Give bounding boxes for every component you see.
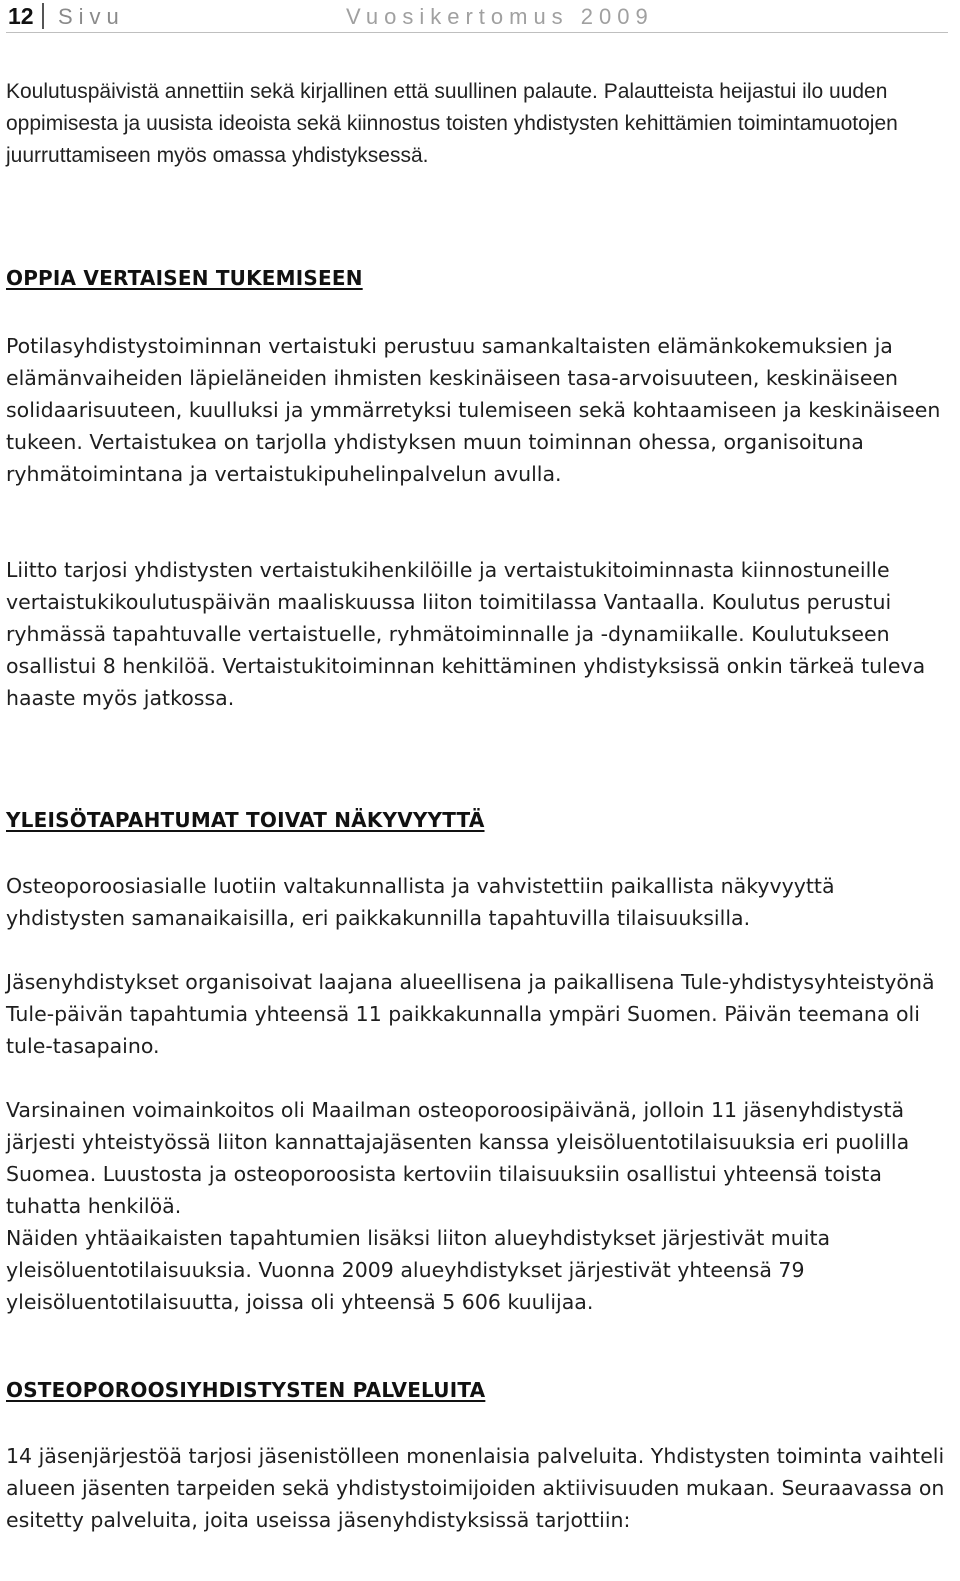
header-divider: [42, 3, 44, 29]
paragraph-yleisotapahtumat-2: Jäsenyhdistykset organisoivat laajana alueellisena ja paikallisena Tule-yhdistysyhteistyönä Tule-päivän tapahtumia yhteensä 11 paikkakunnalla ympäri Suomen. Päivän teemana oli tule-tasapaino.: [6, 970, 935, 1058]
section-heading-palvelut: OSTEOPOROOSIYHDISTYSTEN PALVELUITA: [6, 1378, 486, 1402]
paragraph-yleisotapahtumat-4: Näiden yhtäaikaisten tapahtumien lisäksi liiton alueyhdistykset järjestivät muita yleisöluentotilaisuuksia. Vuonna 2009 alueyhdistykset järjestivät yhteensä 79 yleisöluentotilaisuutta, joissa oli yhteensä 5 606 kuulijaa.: [6, 1226, 831, 1314]
paragraph-palvelut-1: 14 jäsenjärjestöä tarjosi jäsenistölleen monenlaisia palveluita. Yhdistysten toiminta vaihteli alueen jäsenten tarpeiden sekä yhdistystoimijoiden aktiivisuuden mukaan. Seuraavassa on esitetty palveluita, joita useissa jäsenyhdistyksissä tarjottiin:: [6, 1444, 945, 1532]
page-header: [6, 0, 948, 33]
document-title: Vuosikertomus 2009: [346, 4, 654, 29]
paragraph-vertaistuki-1: Potilasyhdistystoiminnan vertaistuki perustuu samankaltaisten elämänkokemuksien ja elämänvaiheiden läpieläneiden ihmisten keskinäiseen tasa-arvoisuuteen, keskinäiseen solidaarisuuteen, kuulluksi ja ymmärretyksi tulemiseen sekä kohtaamiseen ja keskinäiseen tukeen. Vertaistukea on tarjolla yhdistyksen muun toiminnan ohessa, organisoituna ryhmätoimintana ja vertaistukipuhelinpalvelun avulla.: [6, 334, 941, 486]
page-number: 12: [8, 3, 34, 29]
section-heading-yleisotapahtumat: YLEISÖTAPAHTUMAT TOIVAT NÄKYVYYTTÄ: [6, 808, 485, 832]
intro-paragraph: Koulutuspäivistä annettiin sekä kirjallinen että suullinen palaute. Palautteista heijastui ilo uuden oppimisesta ja uusista ideoista sekä kiinnostus toisten yhdistysten kehittämien toimintamuotojen juurruttamiseen myös omassa yhdistyksessä.: [6, 80, 898, 167]
paragraph-yleisotapahtumat-1: Osteoporoosiasialle luotiin valtakunnallista ja vahvistettiin paikallista näkyvyyttä yhdistysten samanaikaisilla, eri paikkakunnilla tapahtuvilla tilaisuuksilla.: [6, 874, 835, 930]
paragraph-vertaistuki-2: Liitto tarjosi yhdistysten vertaistukihenkilöille ja vertaistukitoiminnasta kiinnostuneille vertaistukikoulutuspäivän maaliskuussa liiton toimitilassa Vantaalla. Koulutus perustui ryhmässä tapahtuvalle vertaistuelle, ryhmätoiminnalle ja -dynamiikalle. Koulutukseen osallistui 8 henkilöä. Vertaistukitoiminnan kehittäminen yhdistyksissä onkin tärkeä tuleva haaste myös jatkossa.: [6, 558, 926, 710]
page-label: Sivu: [58, 4, 125, 29]
paragraph-yleisotapahtumat-3: Varsinainen voimainkoitos oli Maailman osteoporoosipäivänä, jolloin 11 jäsenyhdistystä järjesti yhteistyössä liiton kannattajajäsenten kanssa yleisöluentotilaisuuksia eri puolilla Suomea. Luustosta ja osteoporoosista kertoviin tilaisuuksiin osallistui yhteensä toista tuhatta henkilöä.: [6, 1098, 910, 1218]
section-heading-vertaistuki: OPPIA VERTAISEN TUKEMISEEN: [6, 266, 363, 290]
